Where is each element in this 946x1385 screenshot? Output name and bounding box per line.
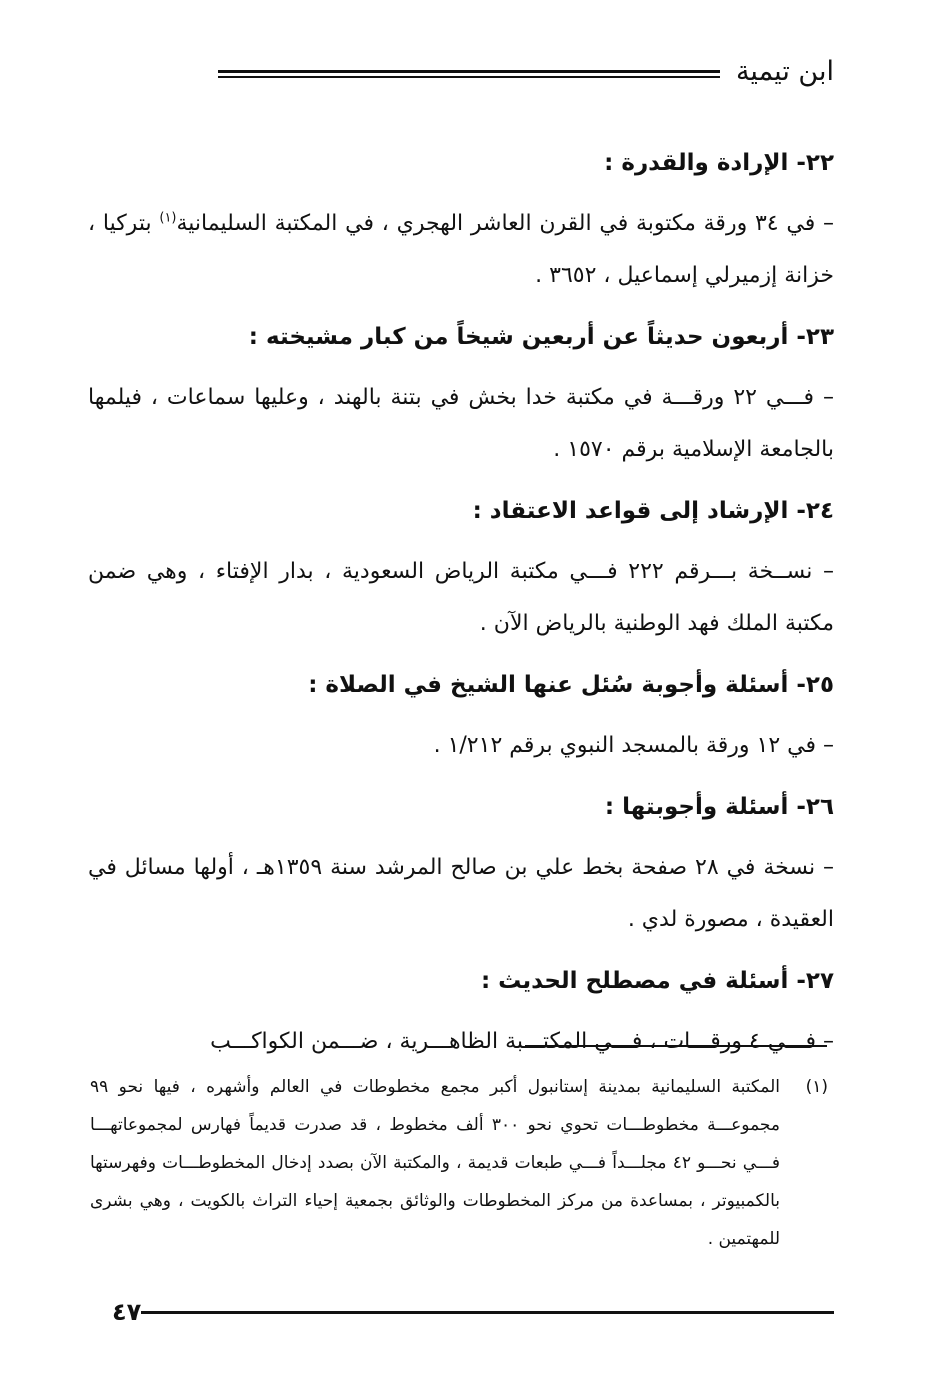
page-footer xyxy=(88,1292,834,1332)
entry-text: – فـــي ٢٢ ورقـــة في مكتبة خدا بخش في بتنة بالهند ، وعليها سماعات ، فيلمها بالجامعة الإسلامية برقم ١٥٧٠ . xyxy=(88,385,834,462)
body-content xyxy=(88,140,834,1080)
entry xyxy=(88,488,834,650)
running-header xyxy=(218,52,834,92)
entry-text-part: – في ٣٤ ورقة مكتوبة في القرن العاشر الهجري ، في المكتبة السليمانية xyxy=(176,211,834,236)
header-rule xyxy=(218,70,720,78)
page-number: ٤٧ xyxy=(112,1298,142,1326)
entry-text: – نســخة بـــرقم ٢٢٢ فـــي مكتبة الرياض السعودية ، بدار الإفتاء ، وهي ضمن مكتبة الملك فهد الوطنية بالرياض الآن . xyxy=(88,559,834,636)
entry-heading: ٢٣- أربعون حديثاً عن أربعين شيخاً من كبار مشيخته : xyxy=(248,324,834,350)
entry-heading: ٢٥- أسئلة وأجوبة سُئل عنها الشيخ في الصلاة : xyxy=(308,672,834,698)
footer-rule xyxy=(141,1311,834,1314)
entry-text: – فـــي ٤ ورقـــات ، فـــي المكتـــبة الظاهـــرية ، ضـــمن الكواكـــب xyxy=(210,1029,834,1054)
footnote xyxy=(90,1068,828,1258)
entry xyxy=(88,314,834,476)
footnote-separator xyxy=(525,1045,827,1047)
entry-heading: ٢٤- الإرشاد إلى قواعد الاعتقاد : xyxy=(472,498,834,524)
entry xyxy=(88,958,834,1068)
entry-heading: ٢٧- أسئلة في مصطلح الحديث : xyxy=(480,968,834,994)
footnote-text: المكتبة السليمانية بمدينة إستانبول أكبر مجمع مخطوطات في العالم وأشهره ، فيها نحو ٩٩ مجموعـــة مخطوطـــات تحوي نحو ٣٠٠ ألف مخطوط ، قد صدرت قديماً فهارس لمجموعاتهـــا فـــي نحـــو ٤٢ مجلـــداً فـــي طبعات قديمة ، والمكتبة الآن بصدد إدخال المخطوطـــات وفهرستها بالكمبيوتر ، بمساعدة من مركز المخطوطات والوثائق بجمعية إحياء التراث بالكويت ، وهي بشرى للمهتمين . xyxy=(90,1077,780,1249)
entry-text: – في ١٢ ورقة بالمسجد النبوي برقم ١/٢١٢ . xyxy=(433,733,834,758)
entry-text xyxy=(88,198,834,302)
entry-text-part: بتركيا ، خزانة إزميرلي إسماعيل ، ٣٦٥٢ . xyxy=(88,211,834,288)
footnote-number: (١) xyxy=(805,1077,828,1097)
footnote-marker[interactable]: (١) xyxy=(159,210,177,226)
entry xyxy=(88,140,834,302)
entry-heading: ٢٢- الإرادة والقدرة : xyxy=(604,150,834,176)
entry-text: – نسخة في ٢٨ صفحة بخط علي بن صالح المرشد سنة ١٣٥٩هـ ، أولها مسائل في العقيدة ، مصورة لدي . xyxy=(88,855,835,932)
entry xyxy=(88,784,834,946)
header-title: ابن تيمية xyxy=(735,56,834,87)
entry-heading: ٢٦- أسئلة وأجوبتها : xyxy=(604,794,834,820)
entry xyxy=(88,662,834,772)
footnotes xyxy=(90,1068,828,1258)
